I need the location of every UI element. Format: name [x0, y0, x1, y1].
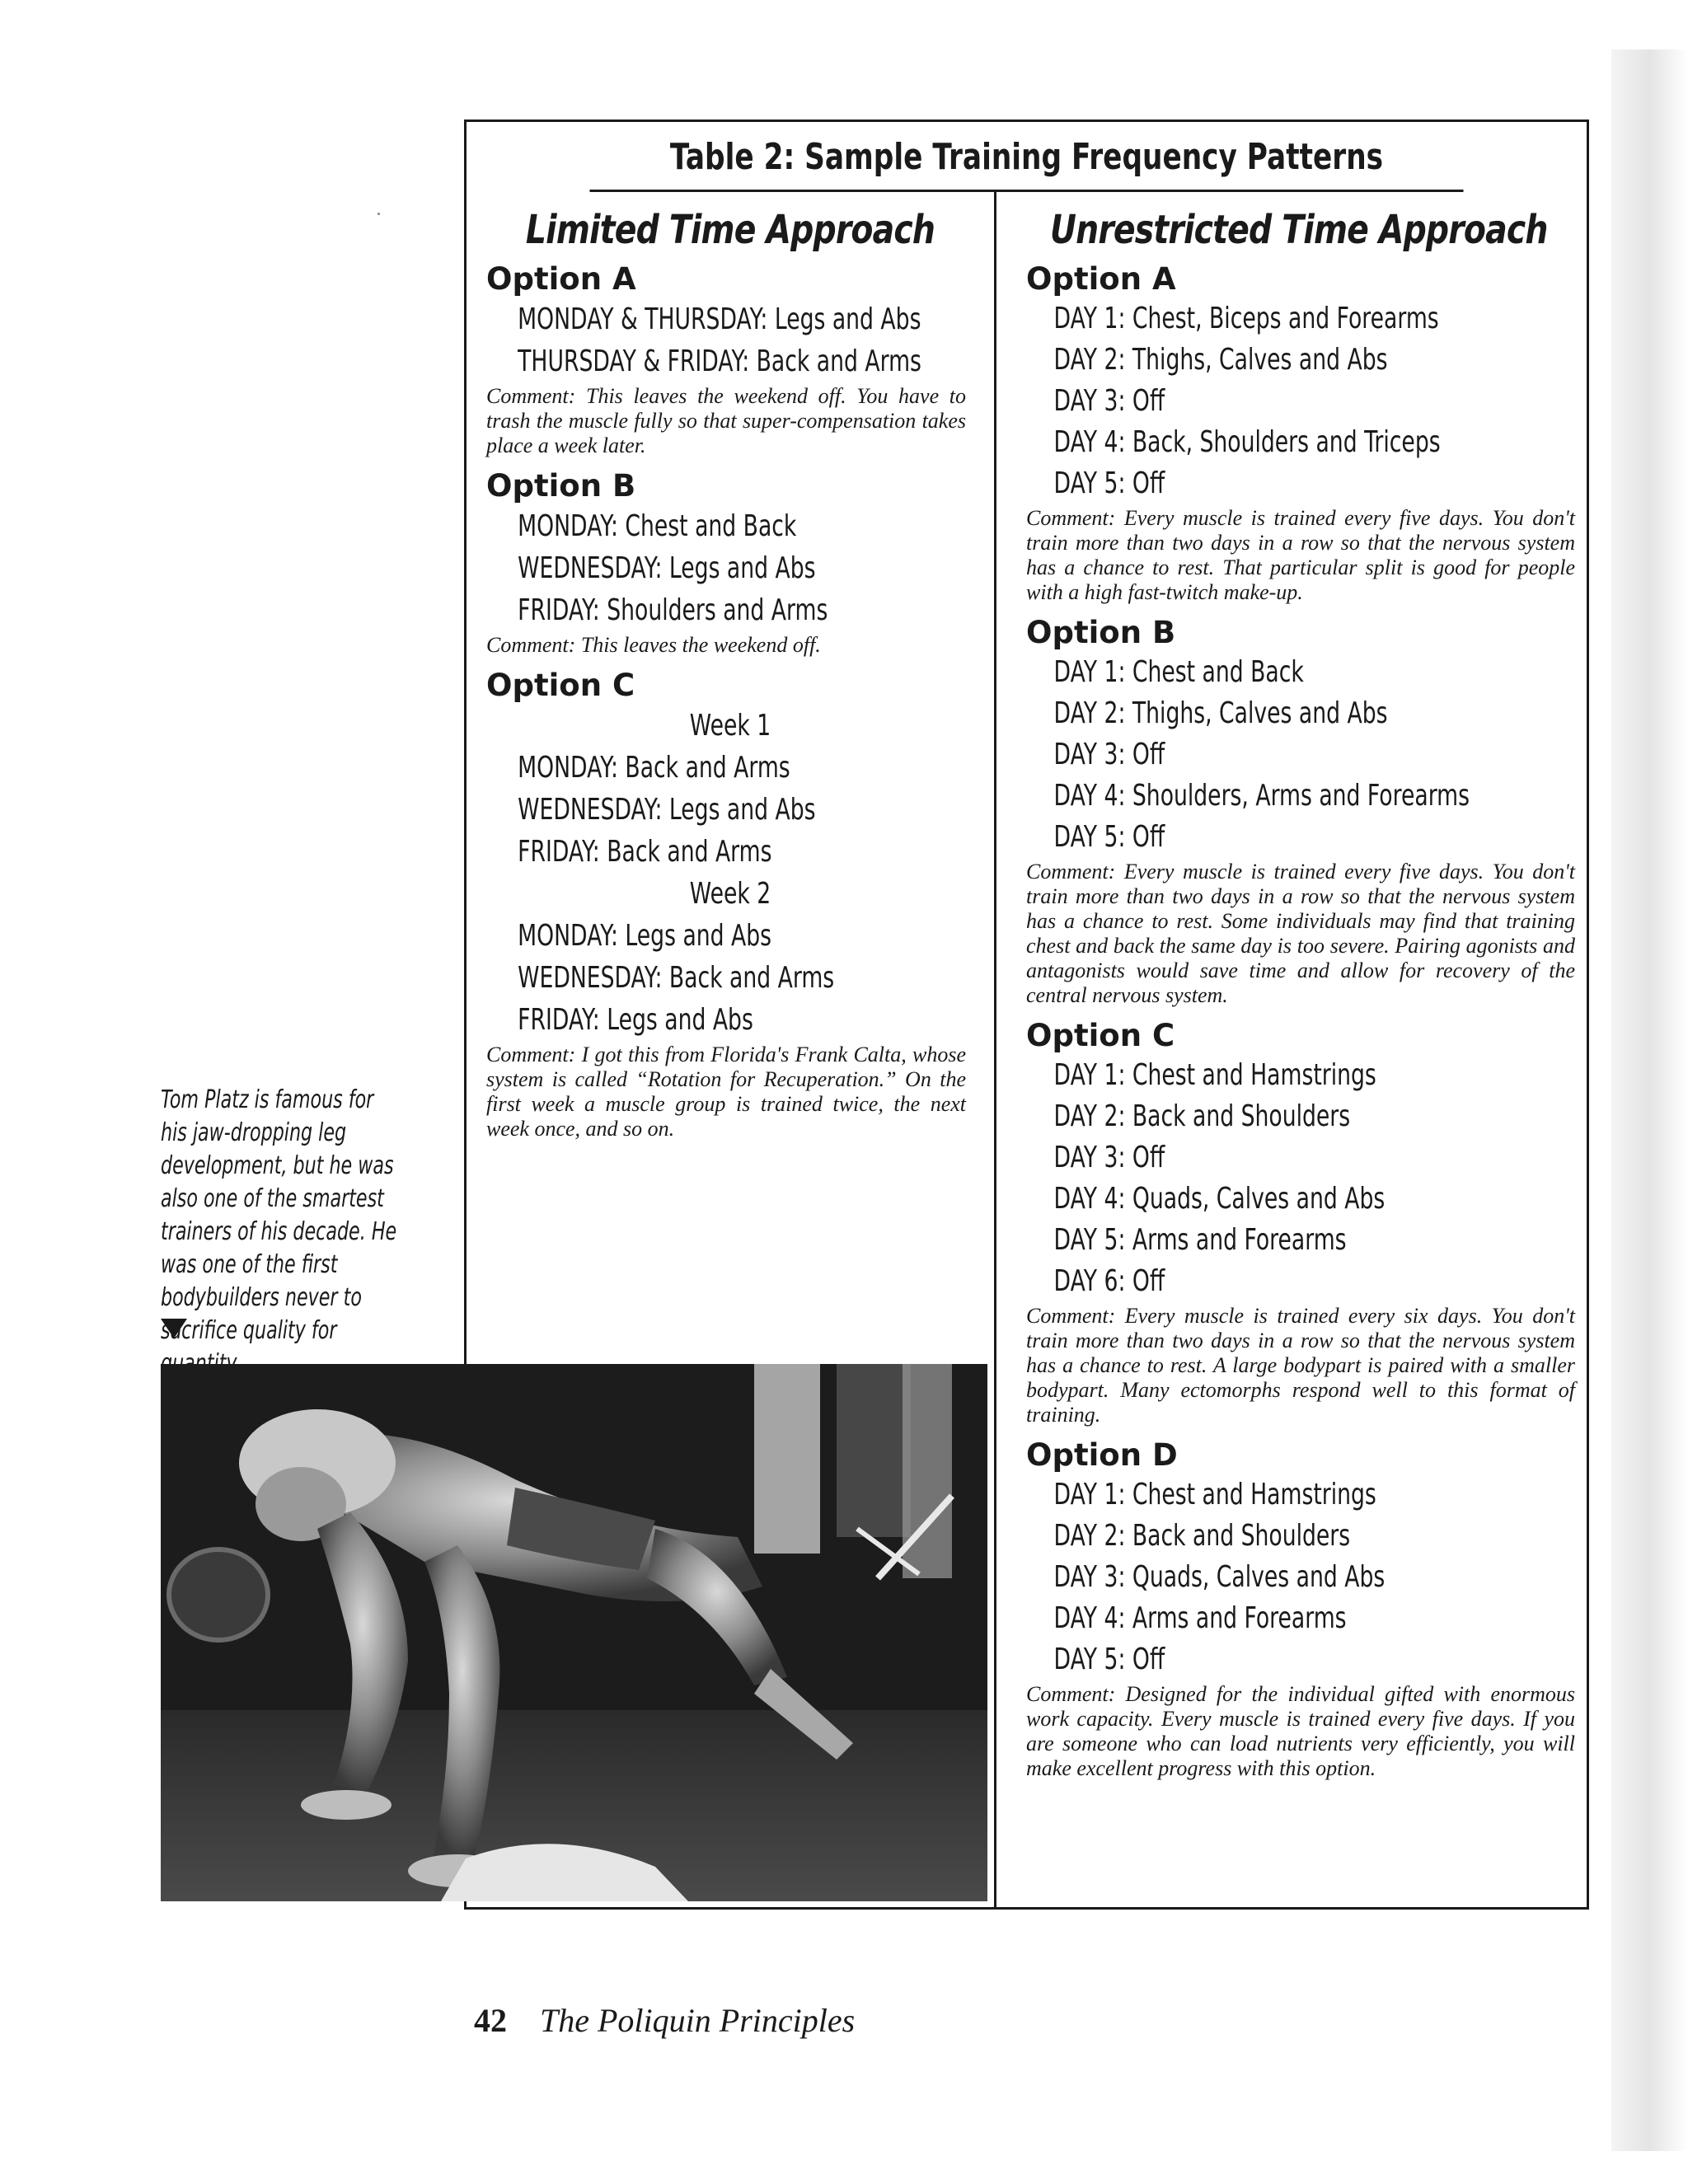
- right-option-a-heading: Option A: [1026, 261, 1176, 297]
- schedule-line: DAY 3: Off: [1053, 738, 1165, 771]
- week-2-label: Week 2: [689, 877, 771, 911]
- page-gutter-shadow: [1611, 49, 1688, 2151]
- schedule-line: FRIDAY: Legs and Abs: [518, 1003, 753, 1037]
- schedule-line: DAY 1: Chest and Hamstrings: [1053, 1058, 1376, 1092]
- schedule-line: DAY 2: Back and Shoulders: [1053, 1519, 1351, 1553]
- schedule-line: DAY 5: Off: [1053, 1643, 1165, 1676]
- schedule-line: DAY 2: Thighs, Calves and Abs: [1053, 343, 1388, 377]
- schedule-line: FRIDAY: Back and Arms: [518, 835, 772, 869]
- schedule-line: FRIDAY: Shoulders and Arms: [518, 593, 828, 627]
- schedule-line: MONDAY: Legs and Abs: [518, 919, 772, 953]
- schedule-line: MONDAY & THURSDAY: Legs and Abs: [518, 302, 921, 336]
- unrestricted-time-heading: Unrestricted Time Approach: [1049, 207, 1548, 253]
- right-option-d-heading: Option D: [1026, 1437, 1178, 1473]
- photo-illustration: [161, 1364, 987, 1901]
- schedule-line: DAY 4: Shoulders, Arms and Forearms: [1053, 779, 1470, 813]
- schedule-line: DAY 4: Back, Shoulders and Triceps: [1053, 425, 1441, 459]
- unrestricted-time-column: [996, 192, 1592, 1786]
- right-option-b-heading: Option B: [1026, 615, 1176, 650]
- schedule-line: THURSDAY & FRIDAY: Back and Arms: [518, 344, 921, 378]
- left-option-a-heading: Option A: [486, 261, 636, 297]
- schedule-line: DAY 5: Off: [1053, 820, 1165, 854]
- schedule-line: DAY 2: Thighs, Calves and Abs: [1053, 696, 1388, 730]
- schedule-line: DAY 5: Arms and Forearms: [1053, 1223, 1347, 1257]
- limited-time-heading: Limited Time Approach: [525, 207, 935, 253]
- limited-time-column: [467, 192, 994, 1146]
- schedule-line: WEDNESDAY: Legs and Abs: [518, 551, 816, 585]
- photo-caption: Tom Platz is famous for his jaw-dropping leg development, but he was also one of the smartest trainers of his decade. He was one of the first bodybuilders never to sacrifice quality for: [161, 1085, 397, 1345]
- schedule-line: MONDAY: Back and Arms: [518, 751, 790, 785]
- schedule-line: DAY 4: Arms and Forearms: [1053, 1601, 1347, 1635]
- week-1-label: Week 1: [689, 709, 771, 743]
- left-option-b-heading: Option B: [486, 468, 636, 504]
- schedule-line: DAY 3: Quads, Calves and Abs: [1053, 1560, 1386, 1594]
- schedule-line: MONDAY: Chest and Back: [518, 509, 797, 543]
- schedule-line: DAY 1: Chest and Back: [1053, 655, 1304, 689]
- schedule-line: DAY 2: Back and Shoulders: [1053, 1099, 1351, 1133]
- schedule-line: DAY 1: Chest, Biceps and Forearms: [1053, 302, 1439, 335]
- left-option-c-heading: Option C: [486, 668, 635, 703]
- schedule-line: DAY 4: Quads, Calves and Abs: [1053, 1182, 1386, 1216]
- right-option-b-comment: Comment: Every muscle is trained every five days. You don't train more than two days in a row so that the nervous system has a chance to rest. Some individuals may find that training chest and back the same day is too severe. Pairing agonists and antagonists would save time and allow for recovery of the central nervous system.: [1026, 860, 1575, 1007]
- schedule-line: WEDNESDAY: Legs and Abs: [518, 793, 816, 827]
- right-option-d-comment: Comment: Designed for the individual gifted with enormous work capacity. Every muscle is trained every five days. If you are someone who can load nutrients very efficiently, you will make excellent progress with this option.: [1026, 1682, 1575, 1780]
- left-option-c-comment: Comment: I got this from Florida's Frank Calta, whose system is called “Rotation for Recuperation.” On the first week a muscle group is trained twice, the next week once, and so on.: [486, 1043, 966, 1141]
- right-option-c-heading: Option C: [1026, 1018, 1175, 1053]
- right-option-c-comment: Comment: Every muscle is trained every six days. You don't train more than two days in a row so that the nervous system has a chance to rest. A large bodypart is paired with a smaller bodypart. Many ectomorphs respond well to this format of training.: [1026, 1304, 1575, 1427]
- left-option-a-comment: Comment: This leaves the weekend off. You have to trash the muscle fully so that super-compensation takes place a week later.: [486, 384, 966, 457]
- schedule-line: DAY 5: Off: [1053, 466, 1165, 500]
- schedule-line: DAY 1: Chest and Hamstrings: [1053, 1478, 1376, 1511]
- schedule-line: DAY 3: Off: [1053, 384, 1165, 418]
- page-speck: [377, 213, 380, 215]
- schedule-line: DAY 6: Off: [1053, 1264, 1165, 1298]
- bodybuilder-pushup-photo: [161, 1364, 987, 1901]
- caption-arrow-icon: [161, 1319, 187, 1338]
- page-number: 42: [474, 2002, 507, 2039]
- table-title: Table 2: Sample Training Frequency Patterns: [589, 122, 1463, 192]
- right-option-a-comment: Comment: Every muscle is trained every five days. You don't train more than two days in a row so that the nervous system has a chance to rest. That particular split is good for people with a high fast-twitch make-up.: [1026, 506, 1575, 604]
- schedule-line: DAY 3: Off: [1053, 1141, 1165, 1174]
- book-title: The Poliquin Principles: [540, 2002, 856, 2039]
- left-option-b-comment: Comment: This leaves the weekend off.: [486, 633, 821, 657]
- schedule-line: WEDNESDAY: Back and Arms: [518, 961, 835, 995]
